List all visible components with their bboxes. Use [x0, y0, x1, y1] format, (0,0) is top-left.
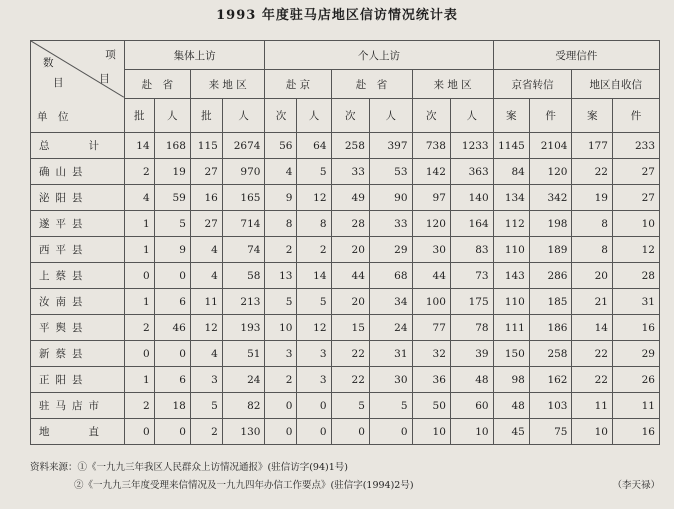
cell-value: 3	[297, 367, 331, 393]
unit-header: 人	[222, 99, 265, 133]
corner-label-unit: 单 位	[37, 111, 69, 123]
cell-value: 2674	[222, 133, 265, 159]
cell-value: 19	[572, 185, 613, 211]
unit-header: 人	[297, 99, 331, 133]
cell-value: 1233	[450, 133, 493, 159]
cell-value: 112	[493, 211, 529, 237]
cell-value: 1145	[493, 133, 529, 159]
cell-value: 363	[450, 159, 493, 185]
cell-value: 44	[331, 263, 369, 289]
cell-value: 78	[450, 315, 493, 341]
cell-value: 20	[331, 289, 369, 315]
cell-value: 5	[154, 211, 190, 237]
cell-value: 738	[412, 133, 450, 159]
cell-value: 142	[412, 159, 450, 185]
cell-value: 0	[124, 419, 154, 445]
cell-value: 143	[493, 263, 529, 289]
table-row	[31, 419, 660, 445]
cell-value: 8	[265, 211, 297, 237]
cell-value: 60	[450, 393, 493, 419]
cell-value: 110	[493, 289, 529, 315]
table-row	[31, 393, 660, 419]
cell-value: 44	[412, 263, 450, 289]
table-row	[31, 263, 660, 289]
cell-value: 27	[612, 159, 659, 185]
cell-value: 77	[412, 315, 450, 341]
cell-value: 16	[190, 185, 222, 211]
cell-value: 48	[493, 393, 529, 419]
cell-value: 258	[331, 133, 369, 159]
cell-value: 5	[331, 393, 369, 419]
cell-value: 6	[154, 367, 190, 393]
cell-value: 33	[369, 211, 412, 237]
cell-value: 8	[572, 211, 613, 237]
cell-value: 39	[450, 341, 493, 367]
cell-value: 1	[124, 367, 154, 393]
cell-value: 33	[331, 159, 369, 185]
cell-value: 970	[222, 159, 265, 185]
cell-value: 53	[369, 159, 412, 185]
cell-value: 120	[412, 211, 450, 237]
cell-value: 11	[612, 393, 659, 419]
cell-value: 22	[331, 367, 369, 393]
cell-value: 10	[572, 419, 613, 445]
cell-value: 103	[529, 393, 572, 419]
table-row	[31, 211, 660, 237]
cell-value: 2104	[529, 133, 572, 159]
cell-value: 73	[450, 263, 493, 289]
cell-value: 111	[493, 315, 529, 341]
subgroup-header: 赴 省	[331, 70, 412, 99]
cell-value: 14	[297, 263, 331, 289]
cell-value: 8	[572, 237, 613, 263]
cell-value: 50	[412, 393, 450, 419]
cell-value: 258	[529, 341, 572, 367]
cell-value: 5	[369, 393, 412, 419]
note-source-1: 资料来源：①《一九九三年我区人民群众上访情况通报》(驻信访字(94)1号)	[30, 462, 348, 473]
cell-value: 5	[265, 289, 297, 315]
cell-value: 11	[572, 393, 613, 419]
cell-value: 3	[265, 341, 297, 367]
cell-value: 0	[124, 341, 154, 367]
group-individual: 个人上访	[265, 41, 493, 70]
corner-label-item: 项	[105, 49, 116, 61]
notes	[30, 459, 660, 495]
corner-header	[31, 41, 125, 133]
cell-value: 24	[222, 367, 265, 393]
cell-value: 28	[612, 263, 659, 289]
cell-value: 12	[612, 237, 659, 263]
cell-value: 1	[124, 211, 154, 237]
unit-header: 案	[572, 99, 613, 133]
cell-value: 3	[190, 367, 222, 393]
cell-value: 10	[612, 211, 659, 237]
row-label: 驻马店市	[31, 393, 125, 419]
unit-header: 人	[450, 99, 493, 133]
subgroup-header: 赴 京	[265, 70, 331, 99]
table-row	[31, 289, 660, 315]
table-title: 1993 年度驻马店地区信访情况统计表	[216, 8, 458, 23]
cell-value: 0	[265, 393, 297, 419]
cell-value: 11	[190, 289, 222, 315]
subgroup-header: 京省转信	[493, 70, 572, 99]
cell-value: 48	[450, 367, 493, 393]
cell-value: 286	[529, 263, 572, 289]
cell-value: 6	[154, 289, 190, 315]
cell-value: 0	[297, 393, 331, 419]
cell-value: 14	[124, 133, 154, 159]
cell-value: 14	[572, 315, 613, 341]
cell-value: 22	[572, 341, 613, 367]
unit-header: 件	[612, 99, 659, 133]
cell-value: 2	[190, 419, 222, 445]
row-label: 西平县	[31, 237, 125, 263]
cell-value: 46	[154, 315, 190, 341]
cell-value: 84	[493, 159, 529, 185]
cell-value: 4	[190, 237, 222, 263]
cell-value: 10	[412, 419, 450, 445]
cell-value: 2	[124, 315, 154, 341]
cell-value: 20	[572, 263, 613, 289]
cell-value: 36	[412, 367, 450, 393]
subgroup-header: 来 地 区	[412, 70, 493, 99]
table-row	[31, 185, 660, 211]
cell-value: 1	[124, 289, 154, 315]
cell-value: 30	[369, 367, 412, 393]
cell-value: 10	[265, 315, 297, 341]
cell-value: 0	[124, 263, 154, 289]
statistics-table	[30, 40, 660, 445]
note-source-2	[30, 477, 660, 495]
cell-value: 19	[154, 159, 190, 185]
cell-value: 74	[222, 237, 265, 263]
cell-value: 15	[331, 315, 369, 341]
row-label: 遂平县	[31, 211, 125, 237]
cell-value: 30	[412, 237, 450, 263]
cell-value: 2	[124, 159, 154, 185]
row-label: 泌阳县	[31, 185, 125, 211]
cell-value: 24	[369, 315, 412, 341]
cell-value: 13	[265, 263, 297, 289]
cell-value: 82	[222, 393, 265, 419]
cell-value: 12	[190, 315, 222, 341]
cell-value: 150	[493, 341, 529, 367]
table-row	[31, 367, 660, 393]
cell-value: 213	[222, 289, 265, 315]
group-letters: 受理信件	[493, 41, 659, 70]
table-row	[31, 341, 660, 367]
subgroup-header: 地区自收信	[572, 70, 660, 99]
cell-value: 31	[369, 341, 412, 367]
cell-value: 162	[529, 367, 572, 393]
table-row	[31, 315, 660, 341]
corner-label-mu2: 目	[53, 77, 64, 89]
unit-header: 次	[331, 99, 369, 133]
cell-value: 110	[493, 237, 529, 263]
cell-value: 342	[529, 185, 572, 211]
cell-value: 34	[369, 289, 412, 315]
unit-header: 批	[190, 99, 222, 133]
cell-value: 5	[190, 393, 222, 419]
cell-value: 0	[265, 419, 297, 445]
cell-value: 64	[297, 133, 331, 159]
row-label: 确山县	[31, 159, 125, 185]
cell-value: 4	[190, 341, 222, 367]
cell-value: 21	[572, 289, 613, 315]
table-row	[31, 133, 660, 159]
unit-header: 次	[265, 99, 297, 133]
cell-value: 32	[412, 341, 450, 367]
row-label: 汝南县	[31, 289, 125, 315]
cell-value: 29	[612, 341, 659, 367]
cell-value: 185	[529, 289, 572, 315]
cell-value: 134	[493, 185, 529, 211]
cell-value: 18	[154, 393, 190, 419]
cell-value: 12	[297, 315, 331, 341]
cell-value: 83	[450, 237, 493, 263]
cell-value: 90	[369, 185, 412, 211]
cell-value: 397	[369, 133, 412, 159]
cell-value: 3	[297, 341, 331, 367]
cell-value: 58	[222, 263, 265, 289]
cell-value: 4	[265, 159, 297, 185]
unit-header: 次	[412, 99, 450, 133]
cell-value: 120	[529, 159, 572, 185]
cell-value: 1	[124, 237, 154, 263]
row-label: 新蔡县	[31, 341, 125, 367]
author: （李天禄）	[612, 480, 660, 491]
cell-value: 2	[297, 237, 331, 263]
cell-value: 29	[369, 237, 412, 263]
cell-value: 168	[154, 133, 190, 159]
cell-value: 8	[297, 211, 331, 237]
note-source-2-text: ②《一九九三年度受理来信情况及一九九四年办信工作要点》(驻信字(1994)2号)	[74, 480, 414, 491]
row-label: 正阳县	[31, 367, 125, 393]
row-label: 上蔡县	[31, 263, 125, 289]
cell-value: 130	[222, 419, 265, 445]
cell-value: 16	[612, 315, 659, 341]
cell-value: 0	[154, 419, 190, 445]
cell-value: 75	[529, 419, 572, 445]
cell-value: 189	[529, 237, 572, 263]
cell-value: 22	[331, 341, 369, 367]
cell-value: 2	[265, 367, 297, 393]
cell-value: 9	[265, 185, 297, 211]
cell-value: 22	[572, 159, 613, 185]
cell-value: 198	[529, 211, 572, 237]
cell-value: 0	[154, 341, 190, 367]
cell-value: 27	[190, 159, 222, 185]
unit-header: 人	[369, 99, 412, 133]
table-row	[31, 159, 660, 185]
cell-value: 98	[493, 367, 529, 393]
cell-value: 0	[154, 263, 190, 289]
subgroup-header: 来 地 区	[190, 70, 265, 99]
cell-value: 165	[222, 185, 265, 211]
cell-value: 12	[297, 185, 331, 211]
unit-header: 案	[493, 99, 529, 133]
cell-value: 26	[612, 367, 659, 393]
cell-value: 0	[297, 419, 331, 445]
cell-value: 140	[450, 185, 493, 211]
corner-label-shu: 数	[43, 57, 54, 69]
cell-value: 22	[572, 367, 613, 393]
cell-value: 31	[612, 289, 659, 315]
row-label: 地 直	[31, 419, 125, 445]
cell-value: 177	[572, 133, 613, 159]
cell-value: 68	[369, 263, 412, 289]
cell-value: 9	[154, 237, 190, 263]
unit-header: 人	[154, 99, 190, 133]
cell-value: 27	[190, 211, 222, 237]
cell-value: 20	[331, 237, 369, 263]
corner-label-mu: 目	[99, 73, 110, 85]
cell-value: 16	[612, 419, 659, 445]
cell-value: 115	[190, 133, 222, 159]
cell-value: 186	[529, 315, 572, 341]
unit-header: 批	[124, 99, 154, 133]
unit-header: 件	[529, 99, 572, 133]
cell-value: 97	[412, 185, 450, 211]
subgroup-header: 赴 省	[124, 70, 190, 99]
cell-value: 56	[265, 133, 297, 159]
row-label: 总 计	[31, 133, 125, 159]
cell-value: 175	[450, 289, 493, 315]
cell-value: 714	[222, 211, 265, 237]
cell-value: 193	[222, 315, 265, 341]
cell-value: 0	[331, 419, 369, 445]
cell-value: 5	[297, 289, 331, 315]
cell-value: 59	[154, 185, 190, 211]
cell-value: 4	[124, 185, 154, 211]
cell-value: 100	[412, 289, 450, 315]
cell-value: 0	[369, 419, 412, 445]
cell-value: 45	[493, 419, 529, 445]
cell-value: 10	[450, 419, 493, 445]
cell-value: 5	[297, 159, 331, 185]
cell-value: 27	[612, 185, 659, 211]
cell-value: 51	[222, 341, 265, 367]
group-collective: 集体上访	[124, 41, 265, 70]
cell-value: 233	[612, 133, 659, 159]
row-label: 平舆县	[31, 315, 125, 341]
cell-value: 164	[450, 211, 493, 237]
cell-value: 2	[265, 237, 297, 263]
table-row	[31, 237, 660, 263]
cell-value: 4	[190, 263, 222, 289]
cell-value: 2	[124, 393, 154, 419]
cell-value: 28	[331, 211, 369, 237]
cell-value: 49	[331, 185, 369, 211]
